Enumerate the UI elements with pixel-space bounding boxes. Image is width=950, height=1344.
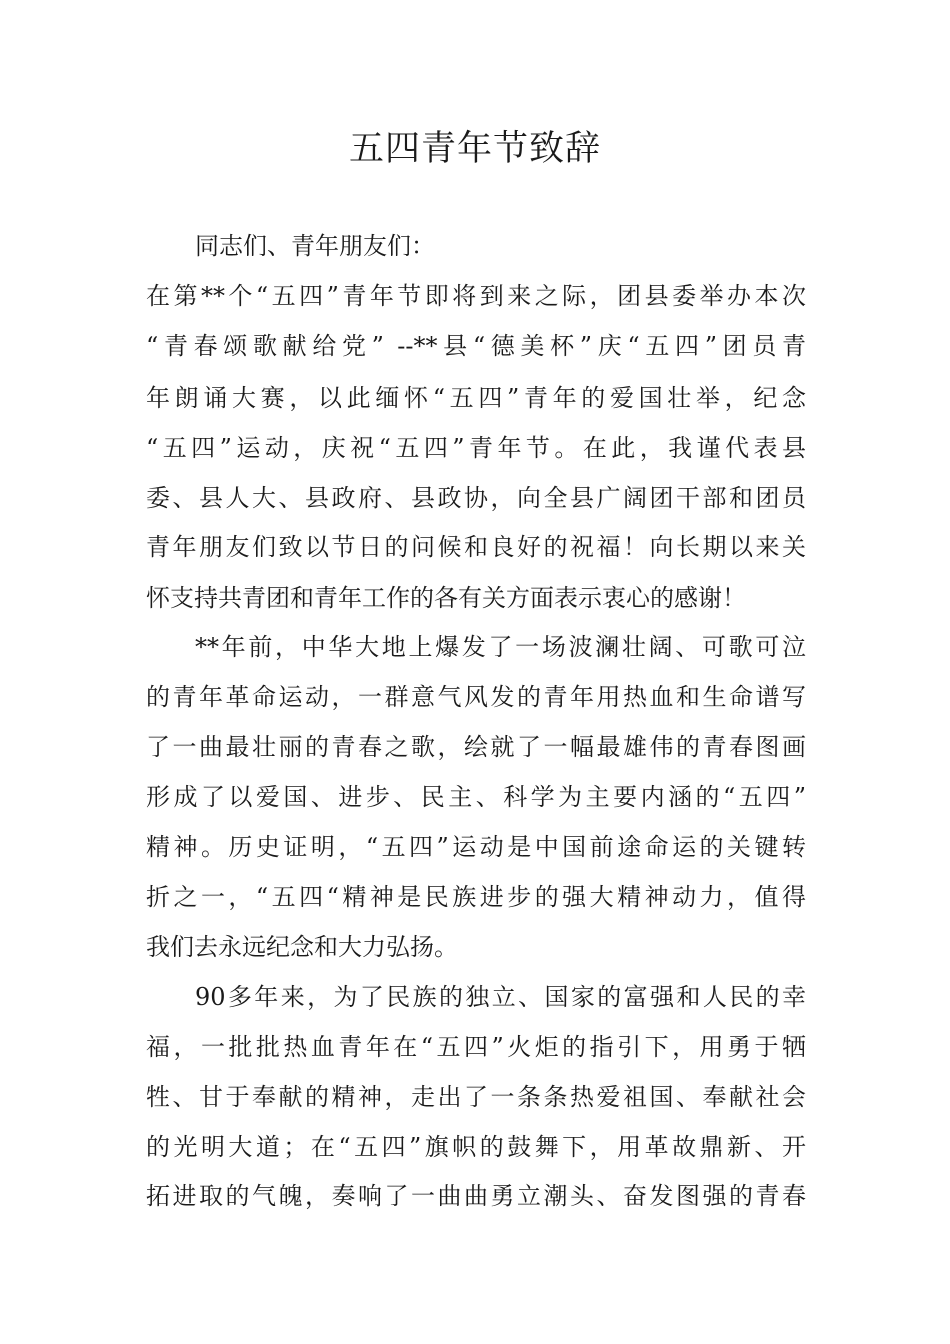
salutation-line: 同志们、青年朋友们： <box>195 232 435 260</box>
paragraph-1-line-1: 在第**个“五四”青年节即将到来之际，团县委举办本次 <box>146 282 806 310</box>
paragraph-3-line-3: 牲、甘于奉献的精神，走出了一条条热爱祖国、奉献社会 <box>146 1083 806 1111</box>
paragraph-2-line-3: 了一曲最壮丽的青春之歌，绘就了一幅最雄伟的青春图画 <box>146 733 806 761</box>
paragraph-1-line-6: 青年朋友们致以节日的问候和良好的祝福！向长期以来关 <box>146 533 806 561</box>
paragraph-1-line-5: 委、县人大、县政府、县政协，向全县广阔团干部和团员 <box>146 484 806 512</box>
paragraph-2-line-7: 我们去永远纪念和大力弘扬。 <box>146 933 458 961</box>
paragraph-3-line-2: 福，一批批热血青年在“五四”火炬的指引下，用勇于牺 <box>146 1033 806 1061</box>
paragraph-2-line-2: 的青年革命运动，一群意气风发的青年用热血和生命谱写 <box>146 683 806 711</box>
paragraph-1-line-2: “青春颂歌献给党” --**县“德美杯”庆“五四”团员青 <box>146 332 806 360</box>
paragraph-3-line-4: 的光明大道；在“五四”旗帜的鼓舞下，用革故鼎新、开 <box>146 1133 806 1161</box>
paragraph-1-line-7: 怀支持共青团和青年工作的各有关方面表示衷心的感谢！ <box>146 584 746 612</box>
paragraph-3-line-1: 90多年来，为了民族的独立、国家的富强和人民的幸 <box>195 983 806 1011</box>
paragraph-3-line-5: 拓进取的气魄，奏响了一曲曲勇立潮头、奋发图强的青春 <box>146 1182 806 1210</box>
paragraph-1-line-3: 年朗诵大赛，以此缅怀“五四”青年的爱国壮举，纪念 <box>146 384 806 412</box>
document-title: 五四青年节致辞 <box>348 129 601 169</box>
paragraph-2-line-6: 折之一，“五四“精神是民族进步的强大精神动力，值得 <box>146 883 806 911</box>
paragraph-1-line-4: “五四”运动，庆祝“五四”青年节。在此，我谨代表县 <box>146 434 806 462</box>
paragraph-2-line-4: 形成了以爱国、进步、民主、科学为主要内涵的“五四” <box>146 783 806 811</box>
paragraph-2-line-1: **年前，中华大地上爆发了一场波澜壮阔、可歌可泣 <box>195 633 806 661</box>
paragraph-2-line-5: 精神。历史证明，“五四”运动是中国前途命运的关键转 <box>146 833 806 861</box>
